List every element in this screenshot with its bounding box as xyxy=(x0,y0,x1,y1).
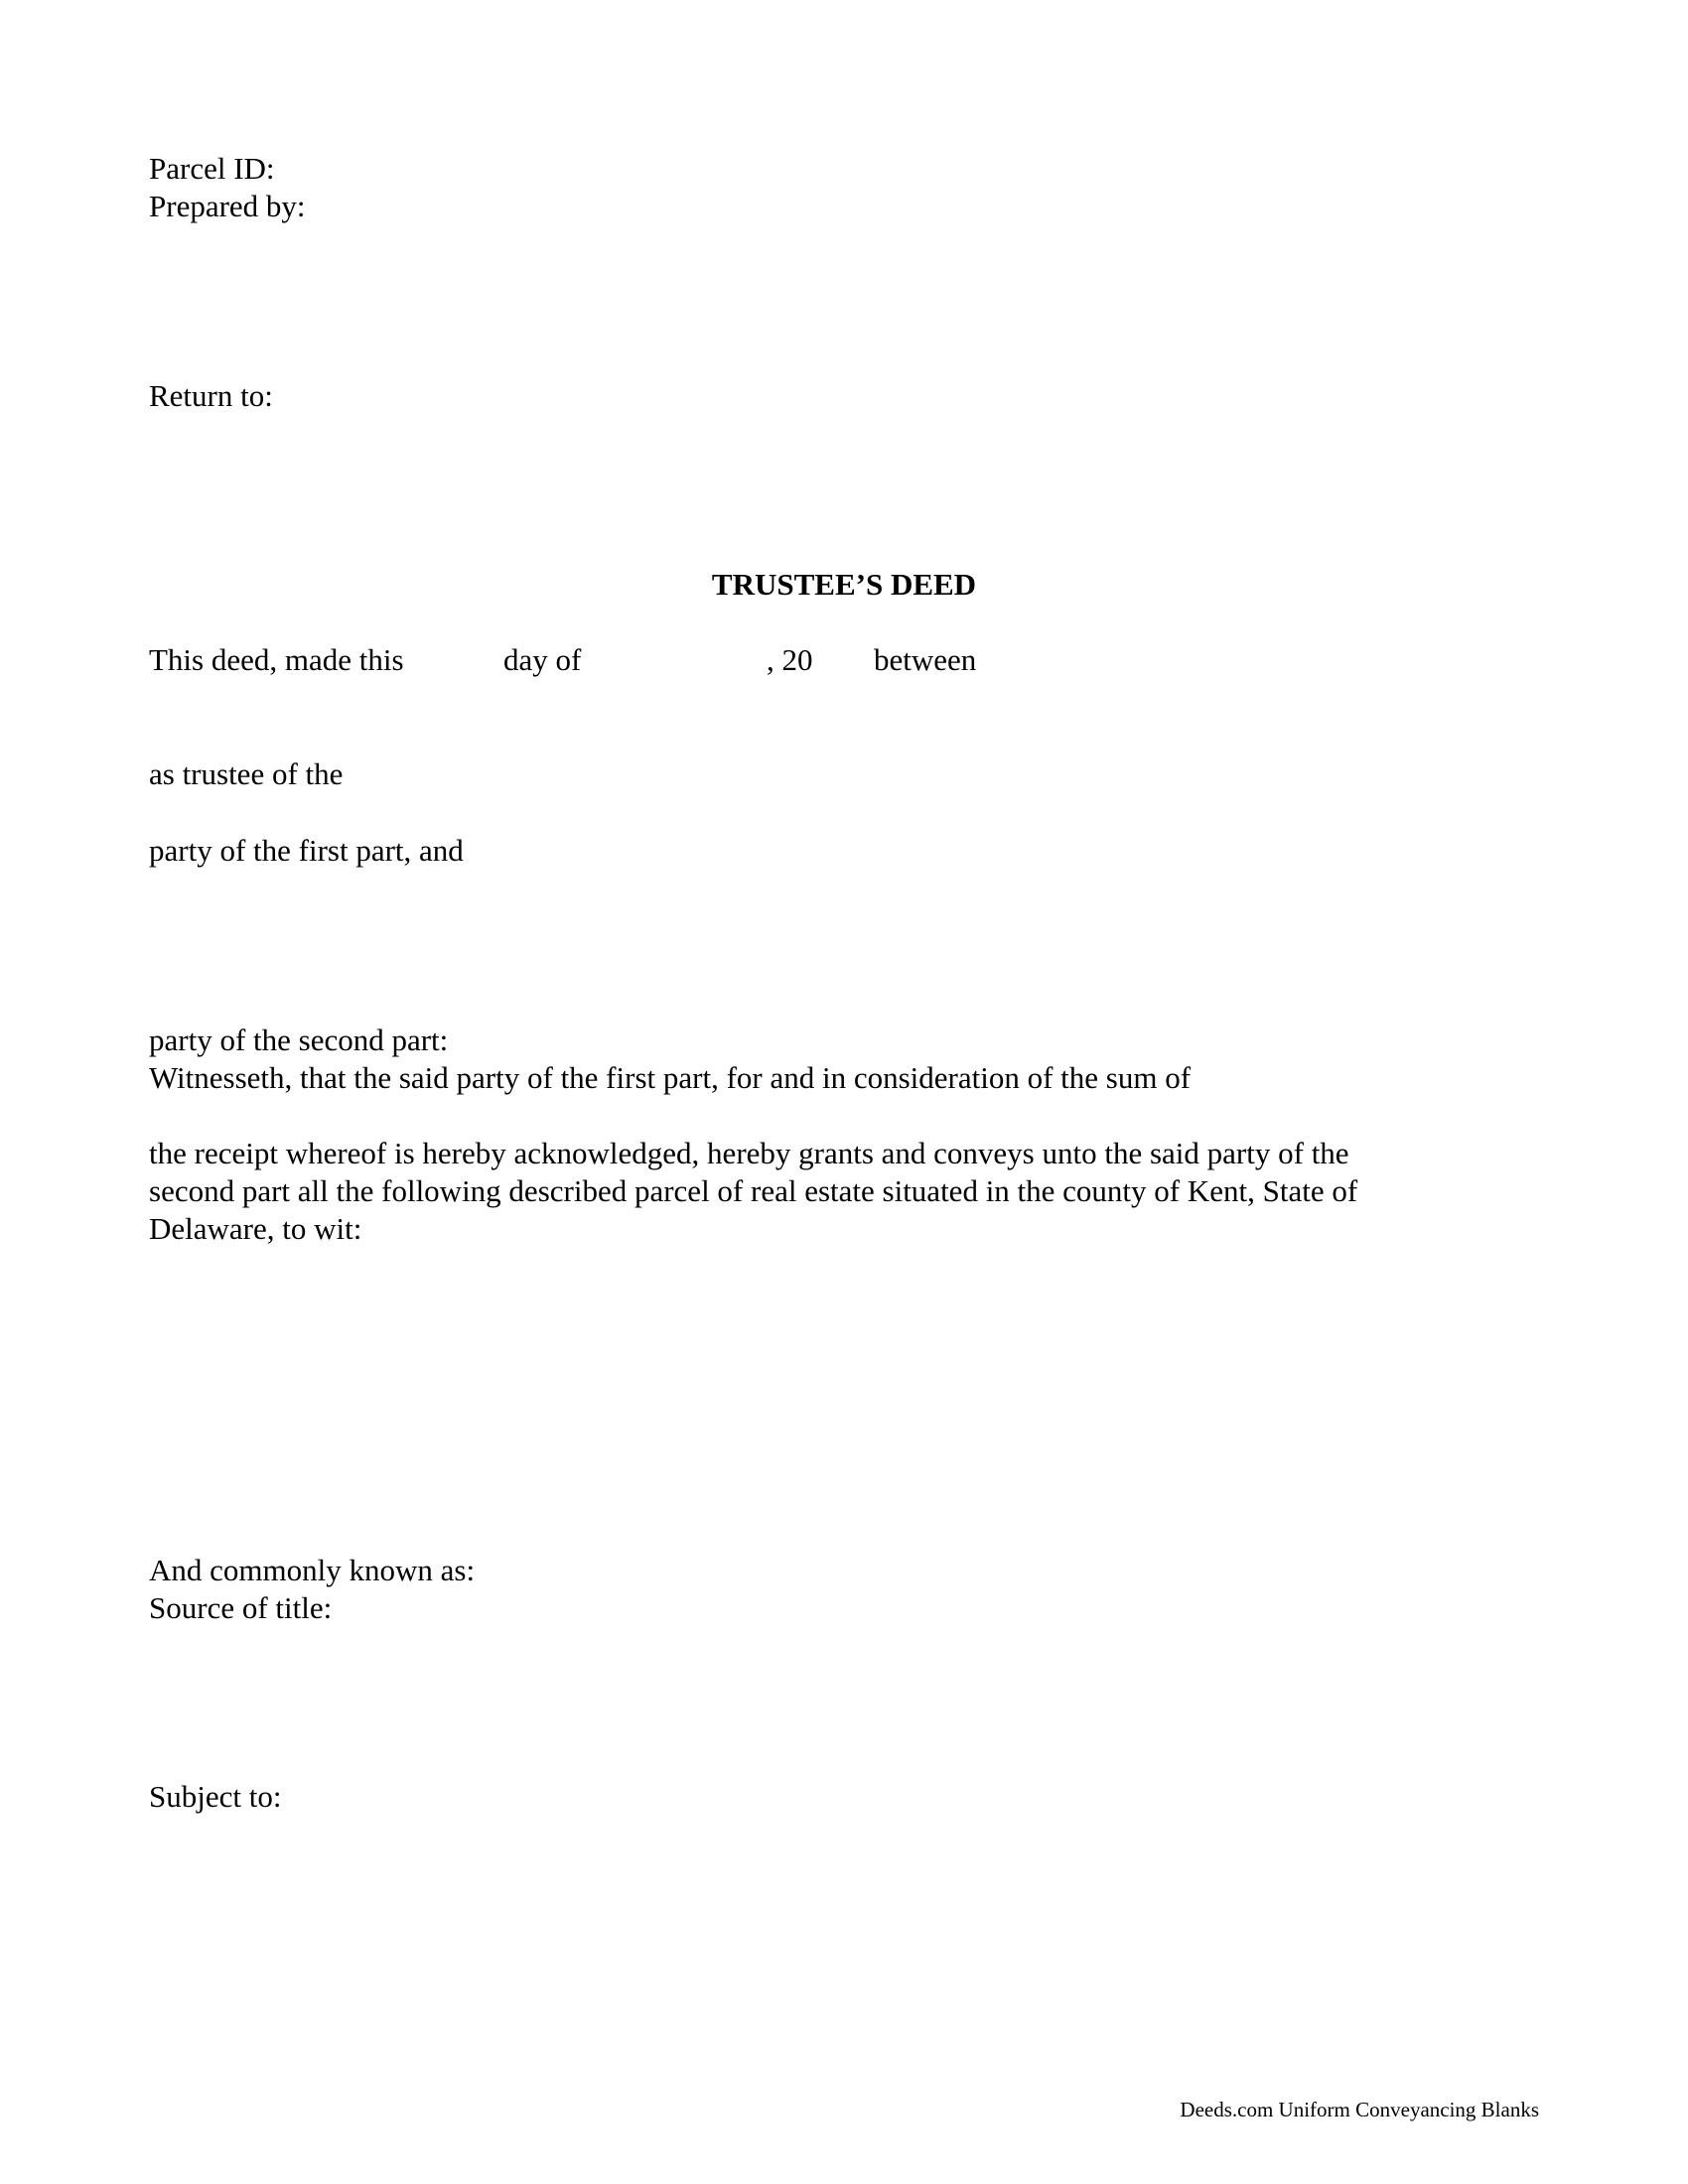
commonly-known-as-label: And commonly known as: xyxy=(149,1553,476,1587)
witnesseth-line: Witnesseth, that the said party of the first part, for and in consideration of the sum of xyxy=(149,1060,1192,1095)
first-party-line: party of the first part, and xyxy=(149,833,464,868)
second-party-line: party of the second part: xyxy=(149,1023,449,1057)
source-of-title-label: Source of title: xyxy=(149,1590,333,1625)
parcel-id-label: Parcel ID: xyxy=(149,151,275,186)
as-trustee-line: as trustee of the xyxy=(149,756,344,791)
receipt-line-2: second part all the following described parcel of real estate situated in the county of Kent, State of xyxy=(149,1173,1358,1208)
receipt-line-3: Delaware, to wit: xyxy=(149,1211,362,1246)
footer-text: Deeds.com Uniform Conveyancing Blanks xyxy=(1180,2098,1539,2121)
subject-to-label: Subject to: xyxy=(149,1779,282,1814)
date-line-between: between xyxy=(874,642,977,677)
receipt-line-1: the receipt whereof is hereby acknowledged, hereby grants and conveys unto the said party of the xyxy=(149,1136,1349,1170)
date-line-day-of: day of xyxy=(503,642,582,677)
prepared-by-label: Prepared by: xyxy=(149,189,306,223)
document-title: TRUSTEE’S DEED xyxy=(711,567,977,602)
date-line-year: , 20 xyxy=(767,642,813,677)
return-to-label: Return to: xyxy=(149,378,273,413)
date-line-intro: This deed, made this xyxy=(149,642,404,677)
